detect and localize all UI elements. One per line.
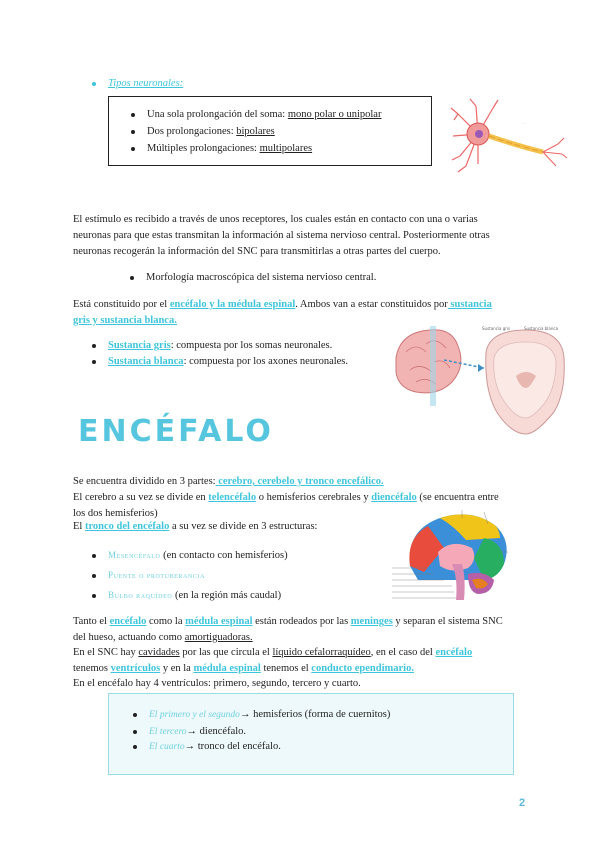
term-sustancia: gris y sustancia blanca. — [73, 315, 177, 326]
term: El tercero — [149, 727, 187, 737]
svg-text:...: ... — [523, 121, 526, 125]
arrow-right-icon: → — [186, 726, 198, 737]
list-item — [131, 141, 312, 157]
paragraph-line: neuronas recogerán la información del SNC para transmitirlas a otras partes del cuerpo. — [73, 246, 441, 257]
term-cavidades: cavidades — [138, 647, 180, 658]
list-item — [131, 124, 275, 140]
bullet-icon — [92, 82, 96, 86]
text: o hemisferios cerebrales y — [256, 492, 372, 503]
text: (se encuentra entre — [416, 492, 499, 503]
paragraph-line: El estímulo es recibido a través de unos receptores, los cuales están en contacto con una o varias — [73, 214, 478, 225]
term-meninges: meninges — [350, 616, 393, 627]
list-item — [92, 354, 348, 370]
paragraph-line: los dos hemisferios) — [73, 508, 158, 519]
text: tenemos el — [260, 663, 312, 674]
paragraph-line: En el encéfalo hay 4 ventrículos: primero, segundo, tercero y cuarto. — [73, 678, 361, 689]
list-item-term: multipolares — [259, 143, 313, 154]
list-item-text: Dos prolongaciones: — [147, 126, 237, 137]
text: El — [73, 521, 85, 532]
text: En el SNC hay — [73, 647, 139, 658]
term-sustancia: sustancia — [447, 299, 492, 310]
list-item — [131, 107, 381, 123]
brain-label-gris: Sustancia gris — [482, 326, 511, 331]
term-partes: cerebro, cerebelo y tronco encefálico. — [215, 476, 384, 487]
bullet-icon — [133, 713, 137, 717]
paragraph-line — [73, 474, 384, 490]
list-item — [92, 547, 288, 564]
term: Sustancia blanca — [108, 356, 184, 367]
ventricles-box — [108, 693, 514, 775]
bullet-icon — [130, 276, 134, 280]
term: Puente o protuberancia — [108, 570, 206, 580]
term-medula: médula espinal — [193, 663, 261, 674]
bullet-icon — [131, 130, 135, 134]
paragraph-line — [73, 645, 472, 661]
morfologia-item — [130, 270, 376, 286]
list-item-text: tronco del encéfalo. — [195, 741, 281, 752]
term-telencefalo: telencéfalo — [208, 492, 257, 503]
list-item-term: mono polar o unipolar — [287, 109, 382, 120]
morfologia-text: Morfología macroscópica del sistema nervioso central. — [146, 272, 377, 283]
term: El primero y el segundo — [149, 710, 240, 720]
term-medula: médula espinal — [185, 616, 253, 627]
list-item-text: (en la región más caudal) — [172, 590, 282, 601]
bullet-icon — [133, 745, 137, 749]
arrow-right-icon: → — [239, 709, 251, 720]
term-conducto: conducto ependimario. — [311, 663, 414, 674]
text: como la — [146, 616, 186, 627]
text: a su vez se divide en 3 estructuras: — [169, 521, 318, 532]
paragraph-line — [73, 614, 503, 630]
term-tronco: tronco del encéfalo — [84, 521, 170, 532]
text: tenemos — [73, 663, 111, 674]
text: Tanto el — [73, 616, 110, 627]
term-diencefalo: diencéfalo — [371, 492, 417, 503]
list-item-term: bipolares — [236, 126, 275, 137]
paragraph-line — [73, 661, 414, 677]
list-item — [92, 338, 332, 354]
list-item — [133, 724, 246, 740]
text: Está constituido por el — [73, 299, 170, 310]
term-encefalo: encéfalo — [435, 647, 473, 658]
list-item — [92, 567, 205, 584]
list-item-text: Múltiples prolongaciones: — [147, 143, 260, 154]
paragraph-line — [73, 313, 177, 329]
brain-label-blanca: Sustancia blanca — [524, 326, 559, 331]
list-item — [92, 587, 281, 604]
text: y en la — [160, 663, 194, 674]
paragraph-line — [73, 297, 492, 313]
bullet-icon — [92, 594, 96, 598]
text: del hueso, actuando como — [73, 632, 185, 643]
list-item — [133, 739, 281, 755]
bullet-icon — [92, 574, 96, 578]
term: Mesencéfalo — [108, 550, 161, 560]
paragraph-line — [73, 490, 499, 506]
list-item — [133, 707, 390, 723]
arrow-right-icon: → — [184, 741, 196, 752]
term: Sustancia gris — [108, 340, 171, 351]
text: y separan el sistema SNC — [392, 616, 503, 627]
list-item-text: : compuesta por los somas neuronales. — [170, 340, 333, 351]
list-item-text: hemisferios (forma de cuernitos) — [250, 709, 391, 720]
neuron-illustration — [448, 94, 568, 174]
section-tipos-label: Tipos neuronales: — [108, 78, 184, 89]
list-item-text: diencéfalo. — [197, 726, 247, 737]
bullet-icon — [92, 554, 96, 558]
term: El cuarto — [149, 742, 185, 752]
list-item-text: (en contacto con hemisferios) — [160, 550, 288, 561]
brain-sagittal-figure — [388, 508, 514, 612]
brain-section-figure — [386, 322, 568, 446]
section-tipos — [92, 76, 183, 92]
bullet-icon — [92, 344, 96, 348]
term-encefalo-medula: encéfalo y la médula espinal — [169, 299, 296, 310]
bullet-icon — [133, 730, 137, 734]
bullet-icon — [131, 147, 135, 151]
list-item-text: : compuesta por los axones neuronales. — [183, 356, 349, 367]
term: Bulbo raquídeo — [108, 590, 173, 600]
bullet-icon — [131, 113, 135, 117]
bullet-icon — [92, 360, 96, 364]
text: . Ambos van a estar constituidos por — [295, 299, 448, 310]
text: están rodeados por las — [252, 616, 351, 627]
paragraph-line — [73, 630, 253, 646]
paragraph-line: neuronas para que estas transmitan la información al sistema nervioso central. Posteriormente otras — [73, 230, 490, 241]
term-liquido: líquido cefalorraquídeo — [272, 647, 371, 658]
page-number: 2 — [519, 797, 526, 809]
list-item-text: Una sola prolongación del soma: — [147, 109, 288, 120]
text: por las que circula el — [179, 647, 273, 658]
term-ventriculos: ventrículos — [110, 663, 161, 674]
neuron-types-box — [108, 96, 432, 166]
text: , en el caso del — [370, 647, 436, 658]
term-encefalo: encéfalo — [109, 616, 147, 627]
heading-encefalo: ENCÉFALO — [78, 414, 274, 449]
text: El cerebro a su vez se divide en — [73, 492, 209, 503]
term-amortiguadoras: amortiguadoras. — [184, 632, 253, 643]
text: Se encuentra dividido en 3 partes: — [73, 476, 216, 487]
paragraph-line — [73, 519, 317, 535]
